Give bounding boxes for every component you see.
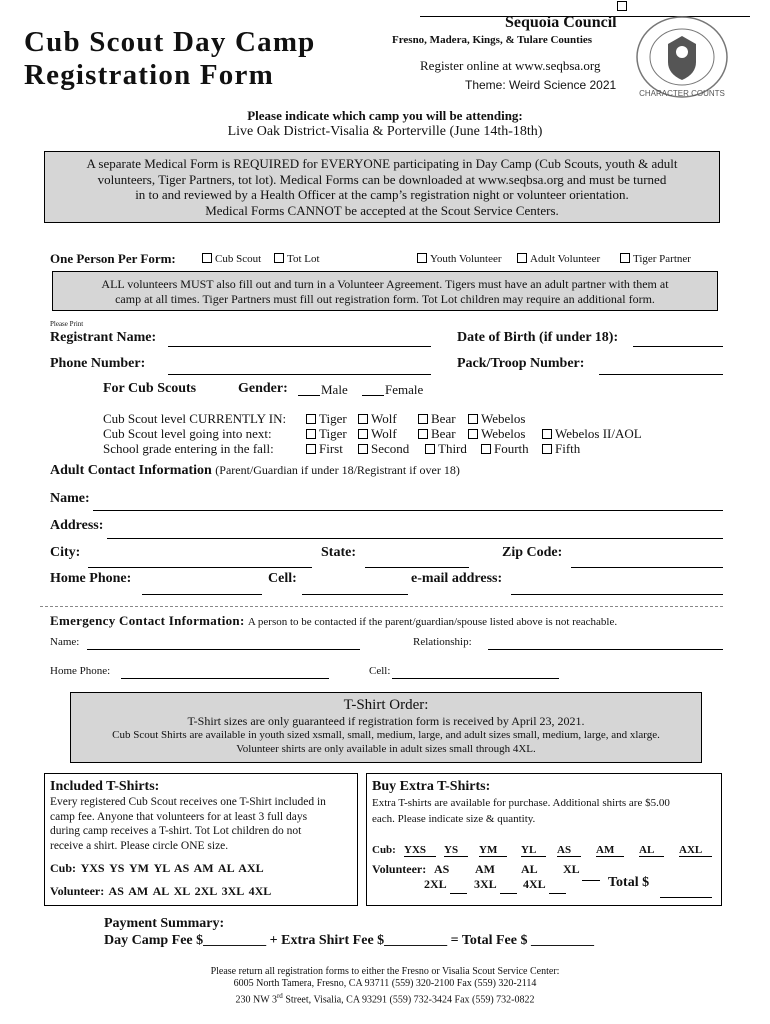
pack-label: Pack/Troop Number: [457, 356, 585, 371]
emergency-relationship-label: Relationship: [413, 636, 472, 648]
title-line-1: Cub Scout Day Camp [24, 26, 316, 58]
tshirt-line-2: Cub Scout Shirts are available in youth sized xsmall, small, medium, large, and adult sizes small, medium, large, and xlarge. [112, 729, 660, 741]
emergency-note: A person to be contacted if the parent/guardian/spouse listed above is not reachable. [247, 616, 618, 628]
phone-label: Phone Number: [50, 356, 146, 371]
volunteer-note-line-1: ALL volunteers MUST also fill out and turn in a Volunteer Agreement. Tigers must have an adult partner with them at [101, 277, 669, 291]
emergency-relationship-field[interactable] [488, 649, 723, 650]
extra-description [372, 795, 716, 827]
emergency-cell-field[interactable] [392, 678, 559, 679]
extra-vol-4xl-blank[interactable] [549, 893, 566, 894]
next-wolf[interactable]: Wolf [358, 426, 397, 442]
extra-vol-3xl[interactable]: 3XL [474, 877, 497, 891]
extra-line-2: each. Please indicate size & quantity. [372, 813, 536, 825]
grade-second[interactable]: Second [358, 441, 409, 457]
tshirt-line-3: Volunteer shirts are only available in adult sizes small through 4XL. [236, 743, 536, 755]
adult-contact-note: (Parent/Guardian if under 18/Registrant if over 18) [215, 463, 460, 477]
medical-line-1: A separate Medical Form is REQUIRED for EVERYONE participating in Day Camp (Cub Scouts, youth & adult [86, 156, 678, 171]
included-description [50, 795, 352, 853]
camp-option: Live Oak District-Visalia & Porterville (June 14th-18th) [227, 124, 543, 139]
person-option-tiger-partner[interactable] [620, 253, 691, 265]
current-bear[interactable]: Bear [418, 411, 456, 427]
female-label: Female [385, 382, 424, 397]
male-blank[interactable] [298, 395, 320, 396]
emergency-name-field[interactable] [87, 649, 360, 650]
adult-zip-label: Zip Code: [502, 545, 563, 560]
for-cub-scouts: For Cub Scouts [103, 381, 197, 396]
emergency-home-phone-label: Home Phone: [50, 665, 111, 677]
extra-cub-label: Cub: [372, 844, 396, 856]
medical-line-2: volunteers, Tiger Partners, tot lot). Medical Forms can be downloaded at www.seqbsa.org and must be turned [97, 171, 667, 187]
current-level-label: Cub Scout level CURRENTLY IN: [103, 411, 287, 426]
adult-contact-label: Adult Contact Information [50, 463, 212, 478]
section-divider [40, 606, 723, 607]
extra-vol-am[interactable]: AM [475, 862, 495, 876]
medical-line-4: Medical Forms CANNOT be accepted at the Scout Service Centers. [205, 202, 559, 218]
corner-checkbox[interactable] [617, 1, 627, 11]
payment-line[interactable]: Day Camp Fee $_________ + Extra Shirt Fee $_________ = Total Fee $ _________ [104, 933, 594, 948]
adult-contact-heading [50, 463, 460, 479]
next-bear[interactable]: Bear [418, 426, 456, 442]
emergency-cell-label: Cell: [369, 665, 391, 677]
extra-cub-ys[interactable]: YS [444, 844, 468, 857]
emergency-label: Emergency Contact Information: [50, 613, 245, 628]
medical-line-3: in to and reviewed by a Health Officer at the camp’s registration night or volunteer orientation. [135, 187, 629, 202]
grade-fifth[interactable]: Fifth [542, 441, 580, 457]
extra-cub-am[interactable]: AM [596, 844, 624, 857]
adult-state-label: State: [321, 545, 356, 560]
footer [0, 966, 770, 1006]
footer-line-1: Please return all registration forms to either the Fresno or Visalia Scout Service Center: [210, 966, 560, 977]
adult-email-label: e-mail address: [411, 571, 503, 586]
extra-line-1: Extra T-shirts are available for purchase. Additional shirts are $5.00 [372, 797, 670, 809]
extra-total-field[interactable] [660, 897, 712, 898]
character-counts-seal-icon [632, 14, 732, 100]
extra-vol-2xl-blank[interactable] [450, 893, 467, 894]
extra-cub-ym[interactable]: YM [479, 844, 507, 857]
dob-label: Date of Birth (if under 18): [457, 330, 619, 345]
extra-vol-4xl[interactable]: 4XL [523, 877, 546, 891]
gender-label: Gender: [238, 381, 288, 396]
included-line-2: camp fee. Anyone that volunteers for at least 3 full days [50, 810, 308, 823]
title-line-2: Registration Form [24, 59, 274, 91]
option-label: Adult Volunteer [530, 253, 601, 265]
checkbox[interactable] [202, 253, 212, 263]
extra-cub-yxs[interactable]: YXS [404, 844, 436, 857]
adult-name-label: Name: [50, 491, 90, 506]
checkbox[interactable] [274, 253, 284, 263]
person-option-youth-volunteer[interactable] [417, 253, 502, 265]
option-label: Cub Scout [215, 253, 262, 265]
emergency-heading [50, 613, 617, 629]
adult-address-label: Address: [50, 518, 104, 533]
person-option-cub-scout[interactable] [202, 253, 261, 265]
adult-home-phone-field[interactable] [142, 594, 262, 595]
person-option-adult-volunteer[interactable] [517, 253, 600, 265]
emergency-home-phone-field[interactable] [121, 678, 329, 679]
next-webelos-ii-aol[interactable]: Webelos II/AOL [542, 426, 642, 442]
phone-field[interactable] [168, 374, 431, 375]
payment-title: Payment Summary: [104, 916, 225, 931]
seal-text: CHARACTER COUNTS [639, 89, 725, 98]
adult-city-label: City: [50, 545, 81, 560]
tshirt-order-box [70, 692, 702, 763]
checkbox[interactable] [417, 253, 427, 263]
next-level-label: Cub Scout level going into next: [103, 426, 272, 441]
theme: Theme: Weird Science 2021 [465, 78, 617, 92]
extra-cub-as[interactable]: AS [557, 844, 581, 857]
option-label: Tot Lot [287, 253, 320, 265]
female-blank[interactable] [362, 395, 384, 396]
adult-home-phone-label: Home Phone: [50, 571, 132, 586]
registrant-name-field[interactable] [168, 346, 431, 347]
tshirt-title: T-Shirt Order: [343, 697, 429, 713]
current-wolf[interactable]: Wolf [358, 411, 397, 427]
register-online: Register online at www.seqbsa.org [420, 58, 601, 73]
extra-cub-axl[interactable]: AXL [679, 844, 712, 857]
tshirt-line-1: T-Shirt sizes are only guaranteed if registration form is received by April 23, 2021. [187, 714, 585, 728]
included-line-1: Every registered Cub Scout receives one T-Shirt included in [50, 796, 326, 808]
extra-vol-al[interactable]: AL [521, 862, 538, 876]
option-label: Youth Volunteer [430, 253, 502, 265]
included-cub-sizes[interactable]: Cub: YXS YS YM YL AS AM AL AXL [50, 861, 264, 875]
footer-line-3: 230 NW 3rd Street, Visalia, CA 93291 (559) 732-3424 Fax (559) 732-0822 [235, 992, 535, 1006]
checkbox[interactable] [517, 253, 527, 263]
extra-volunteer-label: Volunteer: [372, 862, 427, 876]
person-option-tot-lot[interactable] [274, 253, 320, 265]
footer-line-2: 6005 North Tamera, Fresno, CA 93711 (559) 320-2100 Fax (559) 320-2114 [233, 978, 537, 989]
pack-field[interactable] [599, 374, 723, 375]
next-webelos[interactable]: Webelos [468, 426, 525, 442]
extra-blank-a[interactable] [582, 880, 600, 881]
adult-city-field[interactable] [88, 567, 312, 568]
please-print: Please Print [50, 320, 84, 328]
grade-first[interactable]: First [306, 441, 343, 457]
adult-cell-label: Cell: [268, 571, 297, 586]
included-line-4: receive a shirt. Please circle ONE size. [50, 839, 229, 852]
camp-prompt: Please indicate which camp you will be attending: [247, 108, 523, 123]
grade-third[interactable]: Third [425, 441, 467, 457]
adult-address-field[interactable] [107, 538, 723, 539]
included-line-3: during camp receives a T-shirt. Tot Lot children do not [50, 825, 302, 837]
adult-email-field[interactable] [511, 594, 723, 595]
male-label: Male [321, 382, 348, 397]
option-label: Tiger Partner [633, 253, 691, 265]
counties: Fresno, Madera, Kings, & Tulare Counties [392, 34, 593, 46]
included-tshirts-box [44, 773, 358, 906]
checkbox[interactable] [620, 253, 630, 263]
form-title [24, 26, 316, 92]
extra-total-label: Total $ [608, 875, 650, 890]
adult-zip-field[interactable] [571, 567, 723, 568]
medical-notice [44, 151, 720, 223]
adult-cell-field[interactable] [302, 594, 408, 595]
extra-cub-yl[interactable]: YL [521, 844, 546, 857]
council-name: Sequoia Council [505, 14, 617, 31]
levels-labels [103, 411, 286, 456]
dob-field[interactable] [633, 346, 723, 347]
volunteer-note-line-2: camp at all times. Tiger Partners must fill out registration form. Tot Lot children may require an additional form. [115, 292, 655, 306]
extra-vol-as[interactable]: AS [434, 862, 450, 876]
current-webelos[interactable]: Webelos [468, 411, 525, 427]
payment-summary [104, 915, 594, 949]
included-title: Included T-Shirts: [50, 779, 160, 794]
adult-name-field[interactable] [93, 510, 723, 511]
extra-vol-3xl-blank[interactable] [500, 893, 517, 894]
next-tiger[interactable]: Tiger [306, 426, 347, 442]
included-volunteer-sizes[interactable]: Volunteer: AS AM AL XL 2XL 3XL 4XL [50, 884, 272, 898]
volunteer-note [52, 271, 718, 311]
adult-state-field[interactable] [365, 567, 469, 568]
grade-label: School grade entering in the fall: [103, 441, 274, 456]
person-label: One Person Per Form: [50, 251, 176, 266]
extra-cub-al[interactable]: AL [639, 844, 664, 857]
extra-vol-2xl[interactable]: 2XL [424, 877, 447, 891]
current-tiger[interactable]: Tiger [306, 411, 347, 427]
registrant-name-label: Registrant Name: [50, 330, 157, 345]
emergency-name-label: Name: [50, 636, 80, 648]
grade-fourth[interactable]: Fourth [481, 441, 529, 457]
extra-title: Buy Extra T-Shirts: [372, 779, 491, 794]
extra-vol-xl[interactable]: XL [563, 862, 580, 876]
